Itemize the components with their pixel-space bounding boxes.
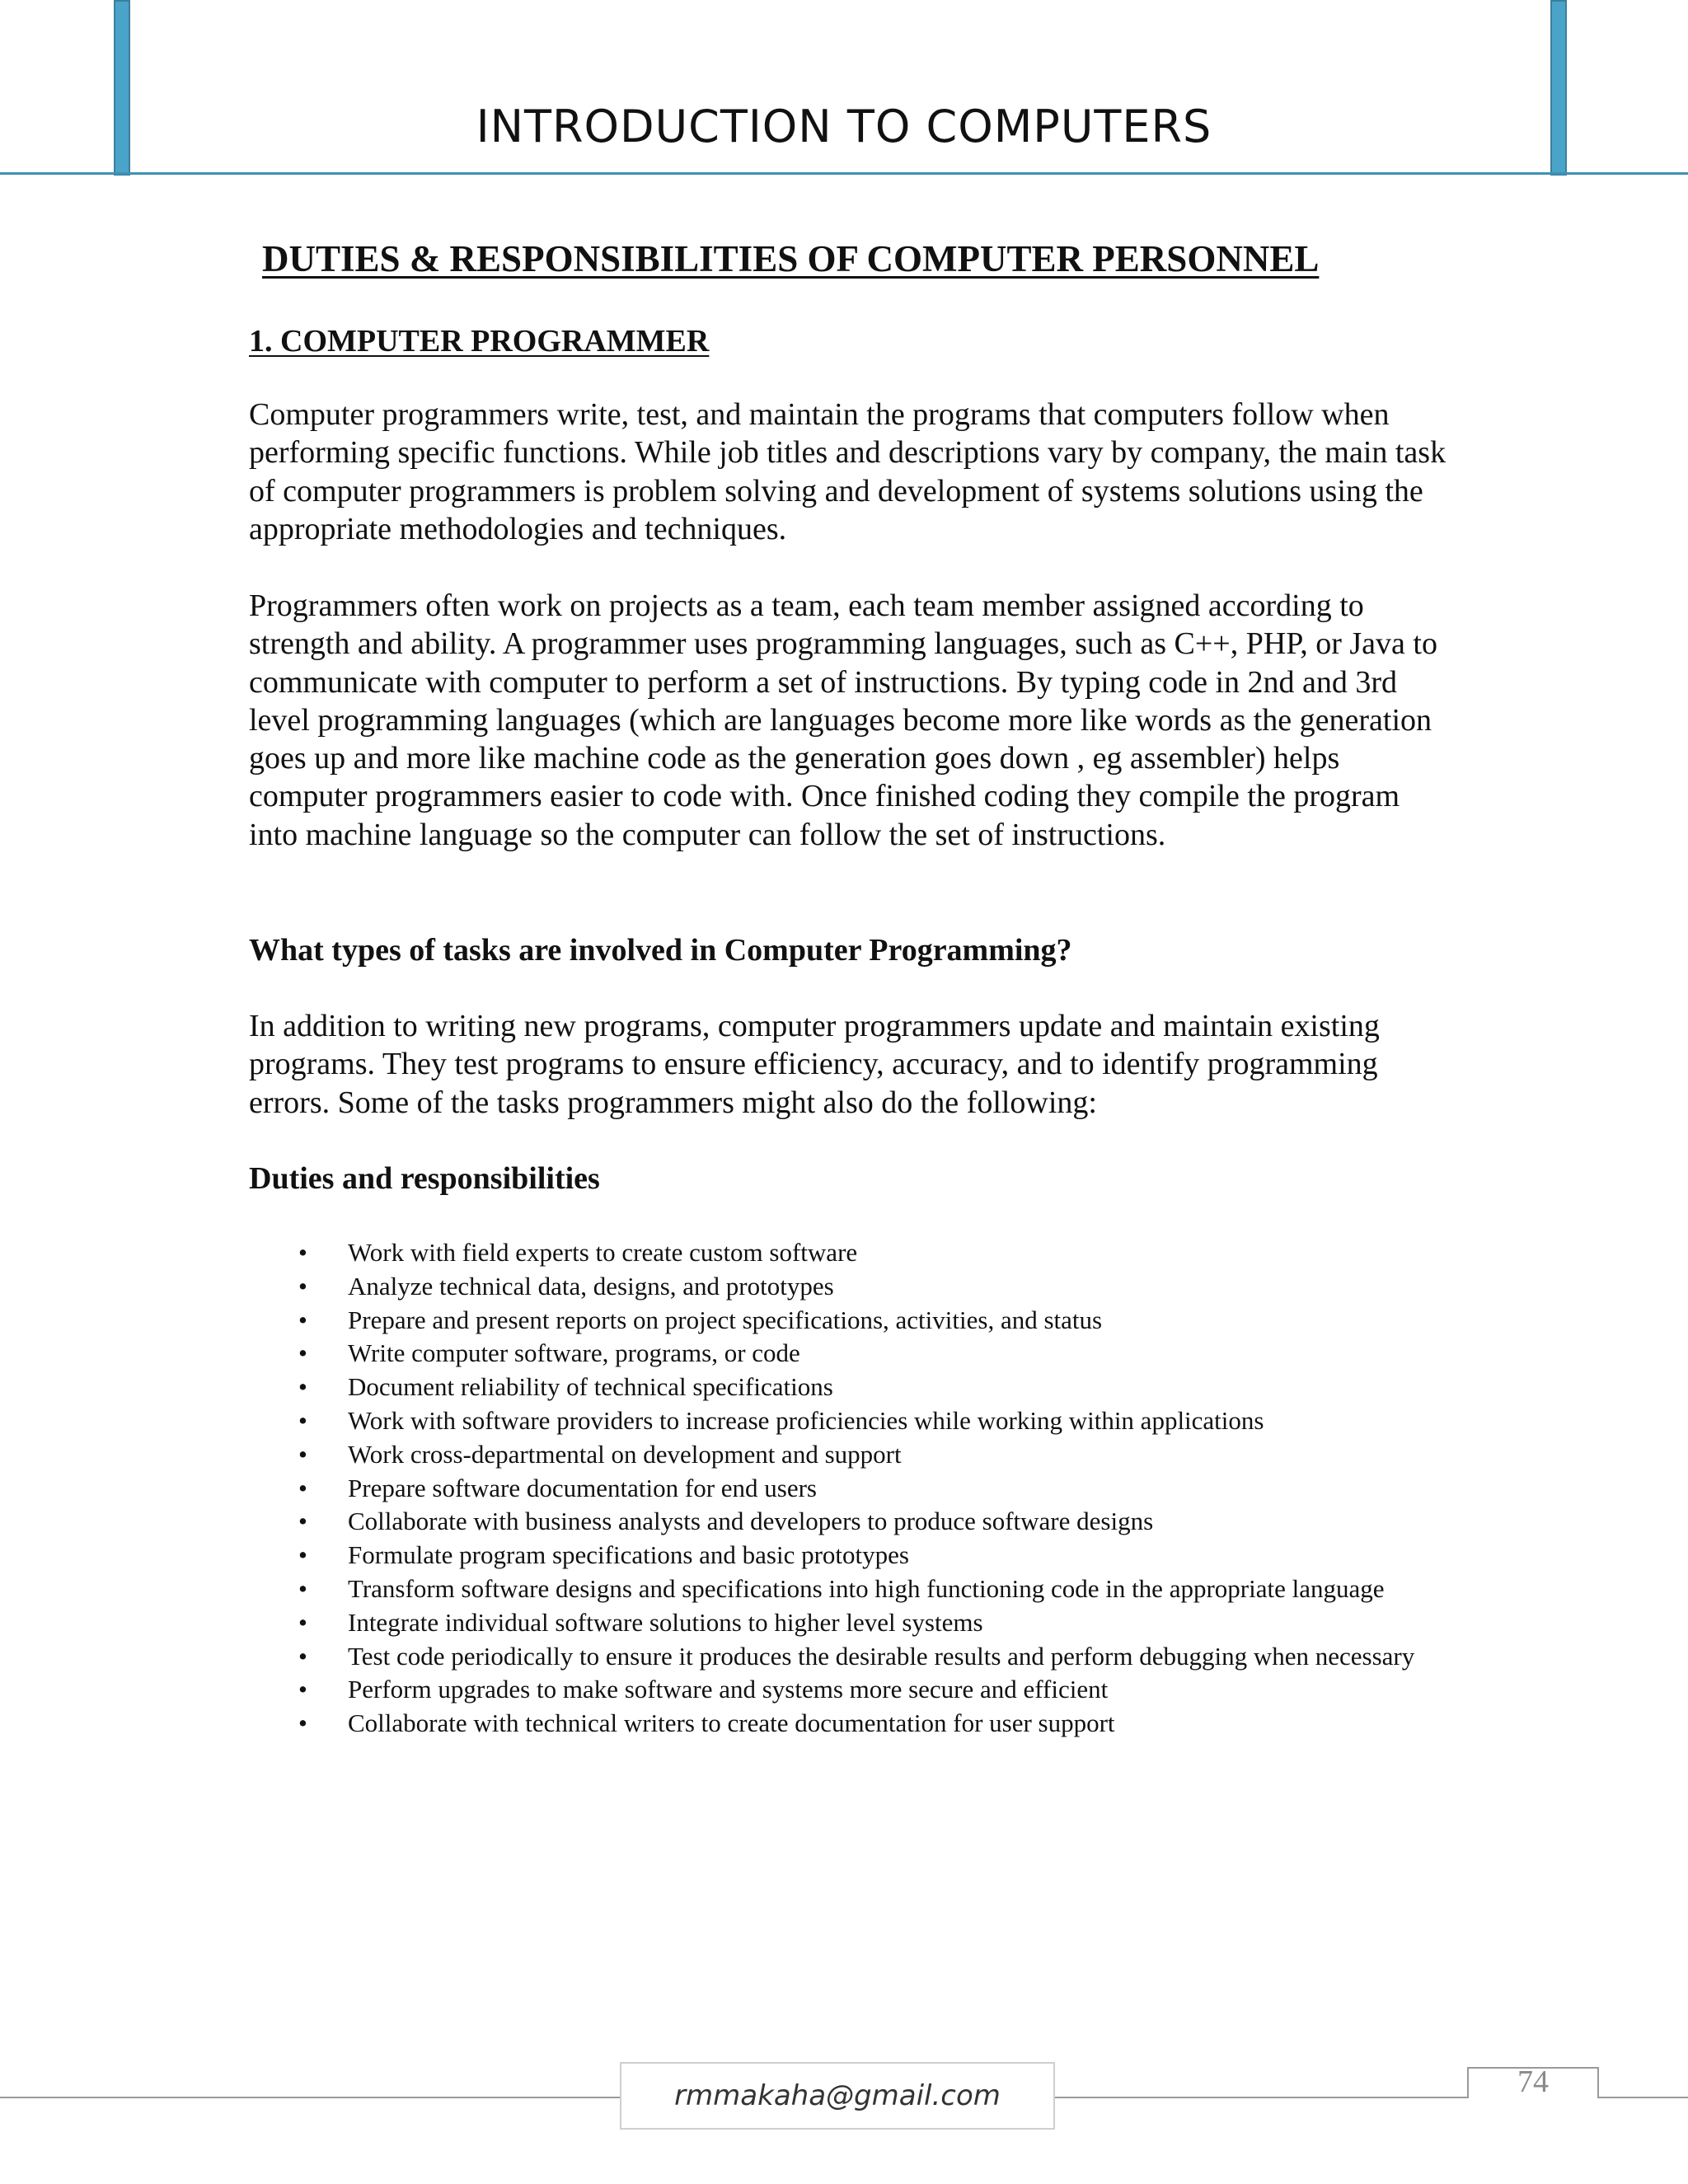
section-title: 1. COMPUTER PROGRAMMER [249,324,710,359]
footer-middle-rule [1055,2097,1467,2098]
tasks-paragraph: In addition to writing new programs, computer programmers update and maintain existing programs. They test programs to ensure efficiency, accuracy, and to identify programming errors. Some of the tasks programmers might also do the following: [249,1009,1380,1120]
list-item [298,1270,1452,1304]
list-item-text: Analyze technical data, designs, and prototypes [348,1271,834,1301]
duties-heading: Duties and responsibilities [249,1161,600,1196]
bullet-icon: • [298,1305,307,1334]
document-title: DUTIES & RESPONSIBILITIES OF COMPUTER PERSONNEL [262,238,1320,279]
footer-left-rule [0,2097,620,2098]
bullet-icon: • [298,1372,307,1402]
bullet-icon: • [298,1675,307,1704]
bullet-icon: • [298,1507,307,1536]
footer-right-rule [1599,2097,1688,2098]
list-item [298,1404,1452,1438]
programmers-paragraph: Programmers often work on projects as a team, each team member assigned according to strength and ability. A programmer uses programming languages, such as C++, PHP, or Java to communicate with computer to perform a set of instructions. By typing code in 2nd and 3rd level programming languages (which are languages become more like words as the generation goes up and more like machine code as the generation goes down , eg assembler) helps computer programmers easier to code with. Once finished coding they compile the program into machine language so the computer can follow the set of instructions. [249,588,1437,852]
header-divider [0,172,1688,175]
bullet-icon: • [298,1338,307,1368]
list-item [298,1505,1452,1539]
bullet-icon: • [298,1439,307,1469]
list-item-text: Work with field experts to create custom software [348,1238,858,1267]
list-item [298,1640,1452,1674]
list-item [298,1371,1452,1404]
bullet-icon: • [298,1473,307,1502]
page-header-title: INTRODUCTION TO COMPUTERS [476,101,1212,152]
list-item [298,1673,1452,1707]
tasks-question-heading: What types of tasks are involved in Computer Programming? [249,933,1072,968]
list-item-text: Test code periodically to ensure it produces the desirable results and perform debugging when necessary [348,1641,1415,1671]
list-item-text: Collaborate with technical writers to create documentation for user support [348,1708,1115,1738]
page-number: 74 [1517,2064,1549,2099]
list-item-text: Work cross-departmental on development and support [348,1439,902,1469]
bullet-icon: • [298,1641,307,1671]
list-item [298,1539,1452,1572]
list-item-text: Document reliability of technical specifications [348,1372,833,1402]
list-item [298,1472,1452,1506]
bullet-icon: • [298,1271,307,1301]
list-item-text: Write computer software, programs, or code [348,1338,800,1368]
bullet-icon: • [298,1573,307,1603]
bullet-icon: • [298,1540,307,1570]
list-item [298,1438,1452,1472]
bullet-icon: • [298,1607,307,1637]
intro-paragraph: Computer programmers write, test, and maintain the programs that computers follow when performing specific functions. While job titles and descriptions vary by company, the main task of computer programmers is problem solving and development of systems solutions using the appropriate methodologies and techniques. [249,397,1447,546]
list-item-text: Formulate program specifications and basic prototypes [348,1540,909,1570]
footer-email: rmmakaha@gmail.com [620,2062,1055,2130]
list-item-text: Prepare and present reports on project specifications, activities, and status [348,1305,1103,1334]
list-item-text: Prepare software documentation for end users [348,1473,817,1502]
list-item-text: Collaborate with business analysts and developers to produce software designs [348,1507,1154,1536]
duties-list [298,1236,1452,1741]
bullet-icon: • [298,1238,307,1267]
bullet-icon: • [298,1405,307,1435]
list-item [298,1304,1452,1338]
list-item [298,1236,1452,1270]
list-item [298,1606,1452,1640]
list-item-text: Work with software providers to increase proficiencies while working within applications [348,1405,1264,1435]
list-item [298,1572,1452,1606]
list-item-text: Perform upgrades to make software and systems more secure and efficient [348,1675,1109,1704]
bullet-icon: • [298,1708,307,1738]
list-item [298,1707,1452,1741]
list-item-text: Transform software designs and specifications into high functioning code in the appropriate language [348,1573,1385,1603]
list-item [298,1337,1452,1371]
list-item-text: Integrate individual software solutions to higher level systems [348,1607,983,1637]
